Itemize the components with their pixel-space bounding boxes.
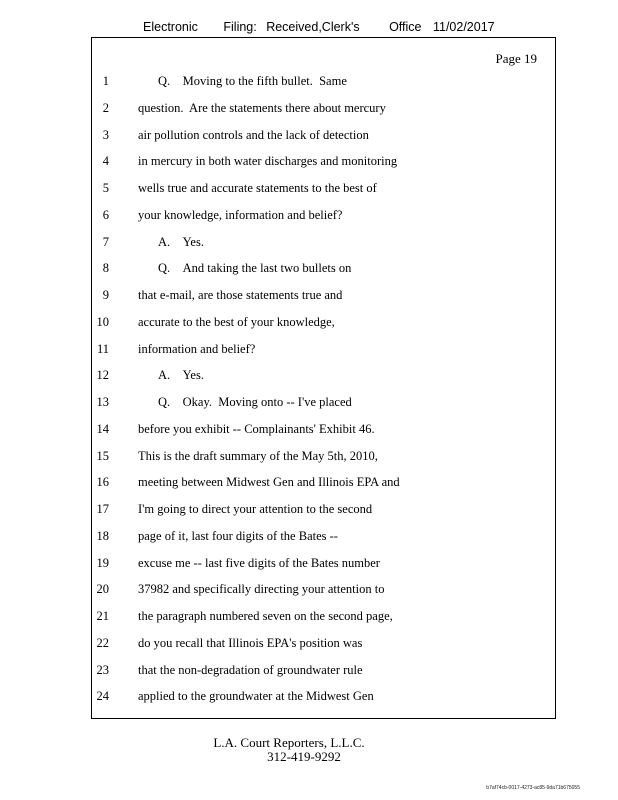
transcript-line: your knowledge, information and belief?	[138, 207, 343, 222]
line-number: 22	[96, 635, 109, 650]
line-number: 10	[96, 314, 109, 329]
filing-office: Office	[389, 20, 422, 34]
line-number: 6	[102, 207, 109, 222]
transcript-line: meeting between Midwest Gen and Illinois EPA and	[138, 475, 400, 490]
reporter-phone: 312-419-9292	[267, 749, 341, 764]
line-number: 14	[96, 421, 109, 436]
transcript-line: before you exhibit -- Complainants' Exhibit 46.	[138, 421, 375, 436]
line-number: 7	[102, 234, 109, 249]
transcript-line: information and belief?	[138, 341, 256, 356]
reporter-firm: L.A. Court Reporters, L.L.C.	[213, 735, 365, 750]
filing-date: 11/02/2017	[432, 20, 495, 34]
line-number: 13	[96, 395, 109, 409]
transcript-line: question. Are the statements there about mercury	[138, 100, 386, 115]
line-number: 23	[96, 662, 109, 677]
line-number: 24	[96, 689, 109, 704]
transcript-line: that e-mail, are those statements true and	[138, 288, 343, 302]
transcript-line: air pollution controls and the lack of detection	[138, 127, 369, 142]
line-number: 16	[96, 475, 109, 490]
transcript-line: This is the draft summary of the May 5th, 2010,	[138, 448, 378, 463]
transcript-line: I'm going to direct your attention to the second	[138, 502, 373, 516]
transcript-line: in mercury in both water discharges and monitoring	[138, 154, 398, 169]
line-number: 11	[96, 341, 109, 356]
line-number: 15	[96, 448, 109, 463]
line-number: 12	[96, 368, 109, 383]
line-number: 4	[102, 154, 109, 169]
line-number: 2	[102, 100, 109, 115]
transcript-line: excuse me -- last five digits of the Bates number	[138, 555, 380, 570]
transcript-line: do you recall that Illinois EPA's position was	[138, 635, 363, 650]
line-number: 3	[102, 127, 109, 142]
line-number: 19	[96, 555, 109, 570]
filing-received: Received,Clerk's	[266, 20, 360, 34]
filing-label: Filing:	[223, 20, 257, 34]
transcript-line: that the non-degradation of groundwater rule	[138, 662, 363, 677]
transcript-line: A. Yes.	[158, 368, 204, 383]
transcript-line: applied to the groundwater at the Midwest Gen	[138, 689, 374, 704]
line-number: 1	[102, 74, 109, 88]
line-number: 17	[96, 502, 109, 516]
filing-stamp-header	[143, 20, 495, 34]
line-number: 9	[102, 288, 109, 302]
line-number: 5	[102, 181, 109, 195]
line-number: 18	[96, 528, 109, 543]
transcript-line: 37982 and specifically directing your attention to	[138, 582, 385, 597]
transcript-line: wells true and accurate statements to the best of	[138, 181, 377, 195]
transcript-page-frame	[91, 37, 556, 719]
transcript-line: accurate to the best of your knowledge,	[138, 314, 335, 329]
transcript-line: the paragraph numbered seven on the second page,	[138, 609, 393, 623]
transcript-line: Q. Okay. Moving onto -- I've placed	[158, 395, 352, 409]
transcript-line: A. Yes.	[158, 234, 204, 249]
transcript-line: page of it, last four digits of the Bates --	[138, 528, 338, 543]
page-number: Page 19	[495, 51, 537, 66]
filing-electronic: Electronic	[143, 20, 198, 34]
document-id: b7af74cb-0017-4273-ac85-9da71b675055	[486, 785, 580, 791]
transcript-line: Q. And taking the last two bullets on	[158, 261, 352, 276]
line-number: 8	[102, 261, 109, 276]
line-number: 21	[96, 609, 109, 623]
transcript-line: Q. Moving to the fifth bullet. Same	[158, 74, 347, 88]
line-number: 20	[96, 582, 109, 597]
